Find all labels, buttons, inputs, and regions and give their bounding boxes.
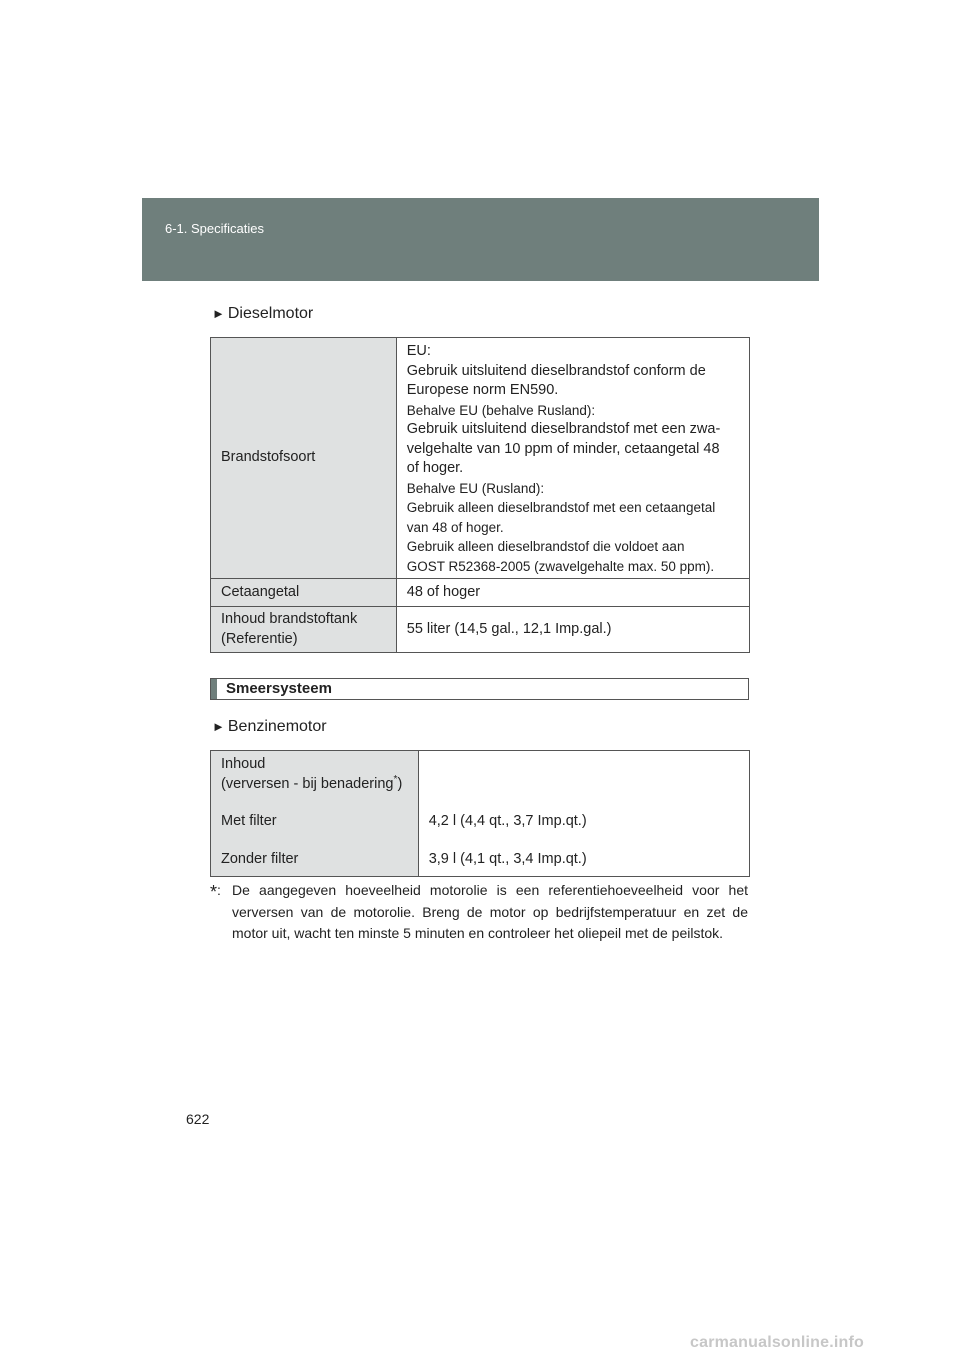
fuel-line: EU: — [406, 343, 431, 359]
petrol-heading-label: Benzinemotor — [227, 718, 327, 735]
diesel-heading — [212, 305, 313, 323]
lubrication-title: Smeersysteem — [226, 680, 332, 697]
tank-label-line: Inhoud brandstoftank — [221, 611, 358, 627]
fuel-type-row — [211, 338, 750, 579]
footnote-star: * — [210, 882, 218, 902]
chapter-header-bar — [142, 198, 819, 281]
fuel-line: Europese norm EN590. — [406, 382, 559, 398]
tank-label-line: (Referentie) — [221, 630, 298, 647]
capacity-label-line — [221, 775, 408, 795]
footnote-star-marker: * — [393, 773, 398, 785]
petrol-heading — [212, 718, 327, 736]
watermark-logo: carmanualsonline.info — [690, 1334, 865, 1351]
oil-capacity-row — [211, 751, 750, 877]
fuel-type-value — [396, 338, 749, 579]
without-filter-value: 3,9 l (4,1 qt., 3,4 Imp.qt.) — [428, 850, 587, 867]
tank-value: 55 liter (14,5 gal., 12,1 Imp.gal.) — [396, 607, 749, 653]
tank-row — [211, 607, 750, 653]
spacer — [429, 775, 739, 795]
spacer — [221, 832, 408, 850]
oil-capacity-value — [418, 751, 749, 877]
fuel-line: Gebruik alleen dieselbrandstof die voldoet aan — [406, 539, 685, 554]
oil-capacity-table — [210, 750, 750, 877]
diesel-heading-label: Dieselmotor — [227, 305, 314, 322]
spacer — [429, 794, 739, 812]
spacer — [429, 755, 739, 775]
cetane-value: 48 of hoger — [396, 579, 749, 607]
spacer — [429, 832, 739, 850]
page-number: 622 — [186, 1111, 210, 1127]
triangle-arrow-icon: ► — [212, 719, 225, 734]
spacer — [221, 794, 408, 812]
triangle-arrow-icon: ► — [212, 306, 225, 321]
fuel-line: Gebruik uitsluitend dieselbrandstof conform de — [406, 362, 706, 379]
fuel-type-label: Brandstofsoort — [211, 338, 397, 579]
chapter-section-title: 6-1. Specificaties — [165, 221, 264, 236]
with-filter-value: 4,2 l (4,4 qt., 3,7 Imp.qt.) — [428, 813, 587, 829]
lubrication-section-header — [210, 678, 749, 700]
without-filter-label: Zonder filter — [221, 850, 299, 867]
footnote-text: De aangegeven hoeveelheid motorolie is een referentiehoeveelheid voor het verversen van de motorolie. Breng de motor op bedrijfstemperatuur en zet de motor uit, wacht ten minste 5 minuten en controleer het oliepeil met de peilstok. — [232, 882, 748, 941]
fuel-line: Behalve EU (behalve Rusland): — [406, 402, 596, 418]
fuel-line: of hoger. — [406, 460, 464, 476]
cetane-row — [211, 579, 750, 607]
capacity-label-close: ) — [397, 775, 403, 792]
diesel-spec-table — [210, 337, 750, 653]
capacity-label-text: (verversen - bij benadering — [221, 775, 394, 792]
oil-capacity-label — [211, 751, 419, 877]
footnote — [210, 880, 748, 945]
fuel-line: GOST R52368-2005 (zwavelgehalte max. 50 ppm). — [406, 558, 715, 574]
section-accent-bar — [211, 679, 217, 699]
fuel-line: Gebruik uitsluitend dieselbrandstof met een zwa- — [406, 421, 721, 437]
fuel-line: velgehalte van 10 ppm of minder, cetaangetal 48 — [406, 440, 720, 457]
fuel-line: Gebruik alleen dieselbrandstof met een cetaangetal — [406, 500, 716, 515]
fuel-line: van 48 of hoger. — [406, 519, 504, 535]
cetane-label: Cetaangetal — [211, 579, 397, 607]
tank-label — [211, 607, 397, 653]
with-filter-label: Met filter — [221, 813, 277, 829]
footnote-colon: : — [217, 882, 221, 898]
fuel-line: Behalve EU (Rusland): — [406, 480, 545, 496]
footnote-mark — [210, 880, 221, 904]
capacity-label-line: Inhoud — [221, 756, 266, 772]
